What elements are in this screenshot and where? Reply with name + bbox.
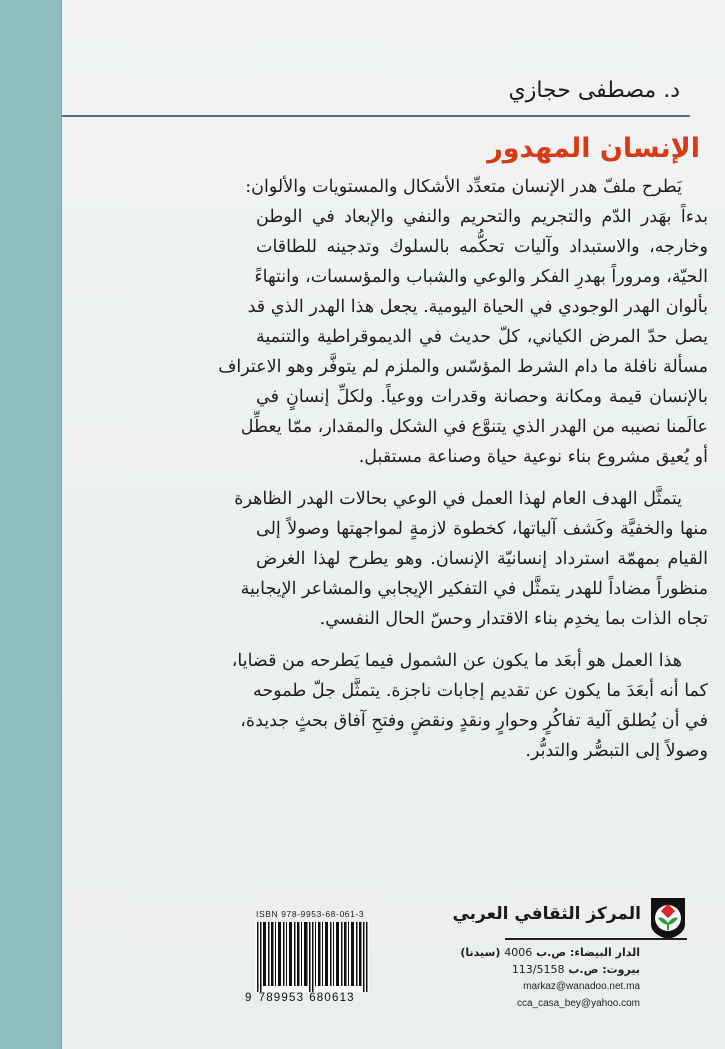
beirut-label: بيروت: [602,963,640,976]
blurb-line: بالإنسان قيمة ومكانة وحصانة وقدرات ووعياً. ولكلِّ إنسانٍ في [256,387,708,407]
blurb-paragraph-1 [218,172,708,472]
publisher-logo-icon [649,896,687,940]
author-name: د. مصطفى حجازي [508,78,680,103]
blurb-line: منها والخفيَّة وكَشف آلياتها، كخطوة لازمةٍ لمواجهتها وصولاً إلى [256,519,708,539]
teal-spine-band [0,0,62,1049]
blurb-line: أو يُعيق مشروع بناء نوعية حياة وصناعة مستقبل. [358,447,708,467]
email-address: markaz@wanadoo.net.ma [523,981,640,992]
address-beirut [460,961,640,978]
publisher-block [452,896,687,936]
barcode-icon [255,922,369,992]
blurb-line: القيام بمهمّة استرداد إنسانيّة الإنسان. وهو يطرح لهذا الغرض [256,549,708,569]
address-casablanca [460,944,640,961]
blurb-line: هذا العمل هو أبعَد ما يكون عن الشمول فيما يَطرحه من قضايا، [231,651,682,671]
blurb-line: كما أنه أبعَدَ ما يكون عن تقديم إجابات ناجزة. يتمثَّل جلّ طموحه [252,681,708,701]
blurb-paragraph-2 [234,484,708,634]
blurb-line: عالَمنا نصيبه من الهدر الذي يتنوَّع في الشكل والمقدار، ممّا يعطِّل [240,417,708,437]
blurb-line: يتمثَّل الهدف العام لهذا العمل في الوعي بحالات الهدر الظاهرة [234,489,682,509]
blurb-line: يَطرح ملفّ هدر الإنسان متعدِّد الأشكال والمستويات والألوان: [245,177,682,197]
email-address: cca_casa_bey@yahoo.com [517,998,640,1009]
blurb-line: يصل حدّ المرض الكياني، كلّ حديث في الديموقراطية والتنمية [256,327,708,347]
blurb-line: في أن يُطلق آلية تفاكُرٍ وحوارٍ ونقدٍ ونقضٍ وفتحِ آفاق بحثٍ جديدة، [240,711,708,731]
casablanca-po: ص.ب [536,946,567,959]
blurb-line: الحيّة، ومروراً بهدرِ الفكر والوعي والشباب والمؤسسات، وانتهاءً [254,267,708,287]
casablanca-po-number: 4006 [504,946,533,959]
header-divider [62,115,690,117]
blurb-line: وخارجه، والاستبداد وآليات تحكُّمه بالسلوك وتدجينه للطاقات [256,237,708,257]
blurb-line: تجاه الذات بما يخدِم بناء الاقتدار وحسّ الحال النفسي. [319,609,708,629]
beirut-po: ص.ب [568,963,599,976]
barcode-digits-right: 680613 [309,992,355,1004]
blurb-line: مسألة نافلة ما دام الشرط المؤسّس والملزم لم يتوفَّر وهو الاعتراف [218,357,708,377]
blurb-line: بألوان الهدر الوجودي في الحياة اليومية. يجعل هذا الهدر الذي قد [247,297,708,317]
blurb-paragraph-3 [231,646,708,766]
publisher-name: المركز الثقافي العربي [452,904,641,924]
casablanca-label: الدار البيضاء: [569,946,640,959]
barcode-digit-prefix: 9 [245,992,253,1004]
publisher-divider [505,938,687,940]
blurb-line: منظوراً مضاداً للهدر يتمثَّل في التفكير الإيجابي والمشاعر الإيجابية [240,579,708,599]
casablanca-suffix: (سيدنا) [460,946,501,959]
blurb-line: وصولاً إلى التبصُّر والتدبُّر. [525,741,708,761]
publisher-address [460,944,640,1012]
isbn-label: ISBN 978-9953-68-061-3 [256,909,365,919]
book-title: الإنسان المهدور [487,133,700,164]
beirut-po-number: 113/5158 [511,963,565,976]
blurb-line: بدءاً بهَدر الدّم والتجريم والتحريم والنفي والإبعاد في الوطن [256,207,708,227]
barcode-digits-left: 789953 [258,992,305,1004]
blurb-text [218,172,708,778]
barcode-digits [245,992,355,1004]
